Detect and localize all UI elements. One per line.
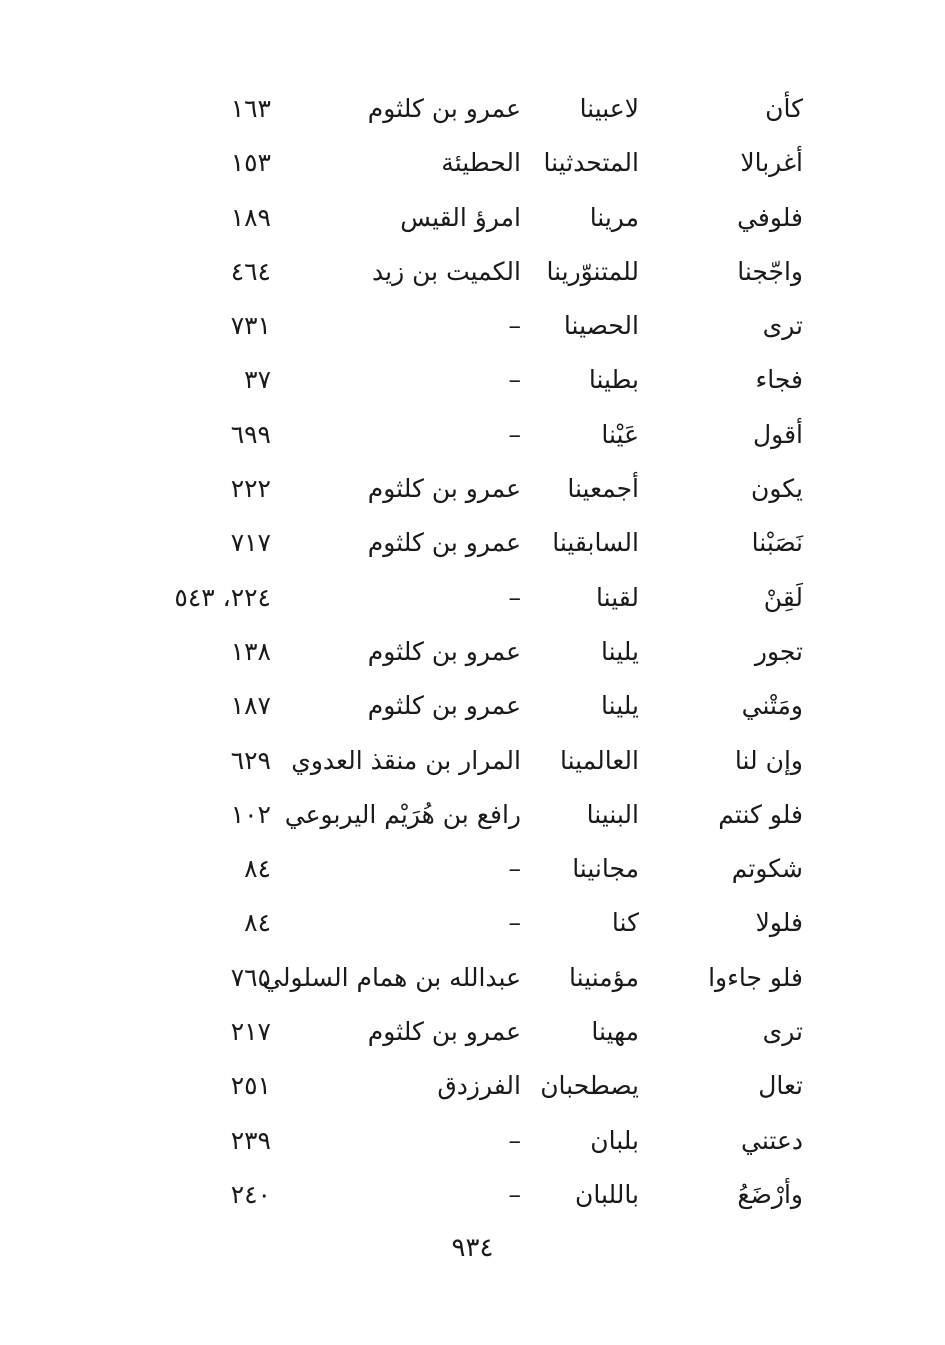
- opening-word: يكون: [750, 474, 803, 504]
- opening-word: ترى: [762, 1017, 803, 1047]
- table-row: [0, 896, 945, 950]
- poet-name: عمرو بن كلثوم: [367, 474, 521, 504]
- page-reference: ٧٣١: [230, 311, 271, 341]
- table-row: [0, 788, 945, 842]
- page-reference: ١٣٨: [230, 636, 271, 666]
- poet-name: –: [508, 908, 521, 938]
- page-reference: ٢٥١: [230, 1071, 271, 1101]
- rhyme-word: مجانينا: [572, 854, 639, 884]
- table-row: [0, 462, 945, 516]
- opening-word: واجّجنا: [737, 256, 803, 286]
- page-reference: ٦٢٩: [230, 745, 271, 775]
- rhyme-word: بطينا: [588, 365, 639, 395]
- poet-name: عبدالله بن همام السلولي: [262, 962, 521, 992]
- opening-word: لَقِنْ: [763, 582, 803, 612]
- rhyme-word: يلينا: [601, 691, 639, 721]
- opening-word: ومَتْني: [741, 691, 803, 721]
- page-reference: ١٠٢: [230, 799, 271, 829]
- poet-name: –: [508, 854, 521, 884]
- page-reference: ٢٢٢: [230, 474, 271, 504]
- rhyme-word: السابقينا: [552, 528, 639, 558]
- opening-word: دعتني: [741, 1125, 803, 1155]
- page-reference: ٢٤٠: [230, 1179, 271, 1209]
- opening-word: نَصَبْنا: [751, 528, 803, 558]
- page-reference: ١٥٣: [230, 148, 271, 178]
- page-reference: ٦٩٩: [230, 419, 271, 449]
- rhyme-word: بلبان: [590, 1125, 639, 1155]
- poet-name: –: [508, 1125, 521, 1155]
- table-row: [0, 516, 945, 570]
- rhyme-word: عَيْنا: [601, 419, 639, 449]
- page-reference: ٨٤: [244, 908, 271, 938]
- page-reference: ٤٦٤: [230, 256, 271, 286]
- page-reference: ١٨٩: [230, 202, 271, 232]
- opening-word: فلو كنتم: [718, 799, 803, 829]
- table-row: [0, 1005, 945, 1059]
- opening-word: وأرْضَعُ: [737, 1179, 803, 1209]
- table-row: [0, 679, 945, 733]
- poet-name: عمرو بن كلثوم: [367, 636, 521, 666]
- page-reference: ١٨٧: [230, 691, 271, 721]
- table-row: [0, 353, 945, 407]
- poet-name: الحطيئة: [441, 148, 521, 178]
- table-row: [0, 1059, 945, 1113]
- poet-name: رافع بن هُرَيْم اليربوعي: [284, 799, 521, 829]
- table-row: [0, 1114, 945, 1168]
- table-row: [0, 136, 945, 190]
- rhyme-index-table: [0, 82, 945, 1222]
- table-row: [0, 408, 945, 462]
- table-row: [0, 82, 945, 136]
- page-reference: ٢٢٤، ٥٤٣: [174, 582, 271, 612]
- rhyme-word: مرينا: [589, 202, 639, 232]
- table-row: [0, 245, 945, 299]
- table-row: [0, 571, 945, 625]
- opening-word: فلولا: [755, 908, 803, 938]
- poet-name: المرار بن منقذ العدوي: [291, 745, 521, 775]
- rhyme-word: البنينا: [586, 799, 639, 829]
- page-reference: ٨٤: [244, 854, 271, 884]
- opening-word: كأن: [765, 94, 803, 123]
- page-number: ٩٣٤: [451, 1233, 494, 1263]
- opening-word: فجاء: [755, 365, 803, 395]
- poet-name: –: [508, 419, 521, 449]
- poet-name: عمرو بن كلثوم: [367, 1017, 521, 1047]
- opening-word: أقول: [753, 419, 803, 449]
- opening-word: تجور: [754, 636, 803, 666]
- table-row: [0, 842, 945, 896]
- page-reference: ١٦٣: [230, 94, 271, 123]
- opening-word: فلوفي: [737, 202, 803, 232]
- opening-word: ترى: [762, 311, 803, 341]
- rhyme-word: للمتنوّرينا: [546, 256, 639, 286]
- poet-name: –: [508, 582, 521, 612]
- poet-name: عمرو بن كلثوم: [367, 691, 521, 721]
- poet-name: عمرو بن كلثوم: [367, 94, 521, 123]
- opening-word: أغربالا: [740, 148, 803, 178]
- rhyme-word: مؤمنينا: [569, 962, 639, 992]
- rhyme-word: لاعبينا: [579, 94, 639, 123]
- table-row: [0, 191, 945, 245]
- opening-word: شكوتم: [731, 854, 803, 884]
- page-reference: ٢١٧: [230, 1017, 271, 1047]
- poet-name: الفرزدق: [437, 1071, 521, 1101]
- page-reference: ٢٣٩: [230, 1125, 271, 1155]
- table-row: [0, 1168, 945, 1222]
- opening-word: تعال: [758, 1071, 803, 1101]
- rhyme-word: كنا: [611, 908, 639, 938]
- rhyme-word: مهينا: [591, 1017, 639, 1047]
- rhyme-word: الحصينا: [563, 311, 639, 341]
- rhyme-word: يلينا: [601, 636, 639, 666]
- page-reference: ٧١٧: [230, 528, 271, 558]
- poet-name: امرؤ القيس: [400, 202, 521, 232]
- table-row: [0, 625, 945, 679]
- table-row: [0, 734, 945, 788]
- table-row: [0, 299, 945, 353]
- poet-name: عمرو بن كلثوم: [367, 528, 521, 558]
- rhyme-word: لقينا: [596, 582, 639, 612]
- poet-name: –: [508, 1179, 521, 1209]
- table-row: [0, 951, 945, 1005]
- poet-name: –: [508, 311, 521, 341]
- opening-word: وإن لنا: [734, 745, 803, 775]
- rhyme-word: المتحدثينا: [543, 148, 639, 178]
- page-reference: ٧٦٥: [230, 962, 271, 992]
- rhyme-word: أجمعينا: [567, 474, 639, 504]
- rhyme-word: باللبان: [575, 1179, 639, 1209]
- poet-name: –: [508, 365, 521, 395]
- rhyme-word: العالمينا: [559, 745, 639, 775]
- opening-word: فلو جاءوا: [708, 962, 803, 992]
- poet-name: الكميت بن زيد: [372, 256, 521, 286]
- rhyme-word: يصطحبان: [540, 1071, 639, 1101]
- page-reference: ٣٧: [244, 365, 271, 395]
